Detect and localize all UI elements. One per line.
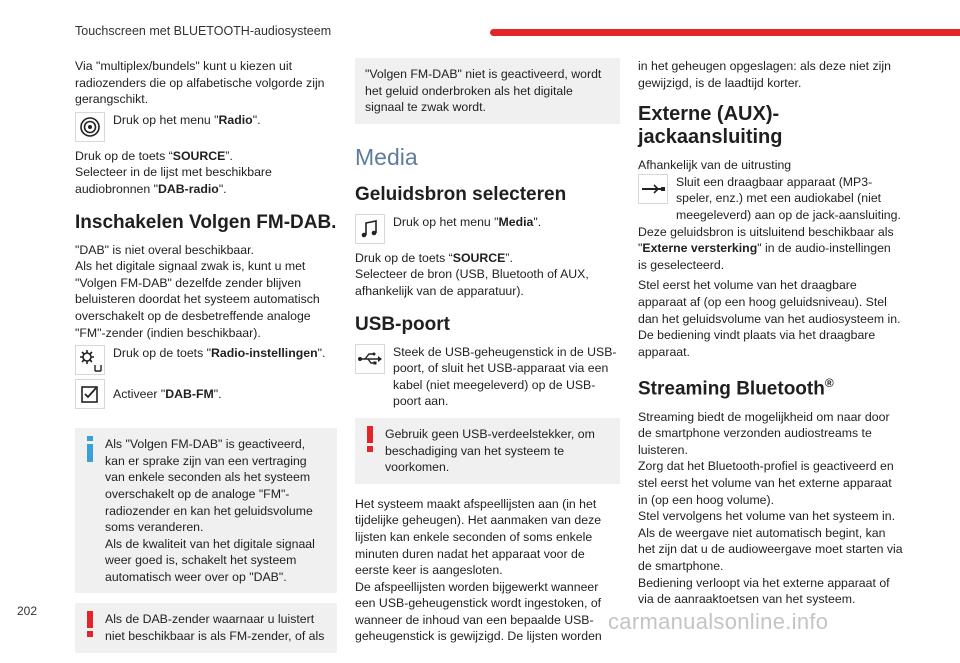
info-icon — [85, 436, 95, 467]
warning-note-continued-text: "Volgen FM-DAB" niet is geactiveerd, wordt het geluid onderbroken als het digitale signaal te zwak wordt. — [365, 67, 602, 115]
follow-fm-dab-heading: Inschakelen Volgen FM-DAB. — [75, 211, 337, 233]
playlists-continued: in het geheugen opgeslagen: als deze niet zijn gewijzigd, is de laadtijd korter. — [638, 59, 891, 90]
radio-settings-instruction — [75, 345, 337, 375]
dab-paragraph: "DAB" is niet overal beschikbaar. Als het digitale signaal zwak is, kunt u met "Volgen FM-DAB" dezelfde zender blijven beluisteren doordat het systeem automatisch overschakelt op de desbetreffende analoge "FM"-zender (indien beschikbaar). — [75, 242, 320, 340]
warning-note — [75, 603, 337, 652]
aux-text: Sluit een draagbaar apparaat (MP3-speler, enz.) met een audiokabel (niet meegeleverd) aan op de jack-aansluiting. — [676, 174, 901, 222]
checkbox-icon — [75, 379, 105, 409]
settings-pre: Druk op de toets " — [113, 346, 212, 361]
info-note-text: Als "Volgen FM-DAB" is geactiveerd, kan er sprake zijn van een vertraging van enkele seconden als het systeem overschakelt op de analoge "FM"-radiozender en kan het geluidsvolume soms veranderen. Als de kwaliteit van het digitale signaal weer goed is, schakelt het systeem automatisch weer over op "DAB". — [105, 437, 315, 584]
radio-text-bold: Radio — [218, 112, 253, 127]
activate-post: ". — [213, 387, 222, 402]
select-source-heading: Geluidsbron selecteren — [355, 183, 567, 205]
header-accent-bar — [490, 29, 960, 36]
settings-post: ". — [317, 346, 326, 361]
warning-note-text: Als de DAB-zender waarnaar u luistert niet beschikbaar is als FM-zender, of als — [105, 612, 325, 644]
select-dab-instruction — [75, 164, 337, 197]
aux-jack-icon — [638, 174, 668, 204]
bluetooth-paragraph: Streaming biedt de mogelijkheid om naar door de smartphone verzonden audiostreams te luisteren. Zorg dat het Bluetooth-profiel is geactiveerd en stel eerst het volume van het externe apparaat in (op een hoog volume). Stel vervolgens het volume van het systeem in. Als de weergave niet automatisch begint, kan het zijn dat u de audioweergave moet starten via de smartphone. Bediening verloopt via het externe apparaat of via de aanraaktoetsen van het systeem. — [638, 409, 903, 607]
usb-text: Steek de USB-geheugenstick in de USB-poort, of sluit het USB-apparaat via een kabel (niet meegeleverd) op de USB-poort aan. — [393, 344, 617, 409]
equipment-text: Afhankelijk van de uitrusting — [638, 158, 792, 173]
select-source-text: Selecteer de bron (USB, Bluetooth of AUX, afhankelijk van de apparatuur). — [355, 267, 589, 298]
media-post: ". — [533, 214, 542, 229]
usb-icon — [355, 344, 385, 374]
media-bold: Media — [498, 214, 534, 229]
media-heading: Media — [355, 143, 418, 170]
source-post: ”. — [225, 148, 233, 163]
activate-bold: DAB-FM — [165, 387, 214, 402]
aux-avail-bold: Externe versterking — [642, 241, 758, 256]
select-bold: DAB-radio — [158, 181, 219, 196]
warning-note-continued — [355, 58, 620, 124]
source2-post: ”. — [505, 250, 513, 265]
playlists-paragraph: Het systeem maakt afspeellijsten aan (in het tijdelijke geheugen). Het aanmaken van deze lijsten kan enkele seconden of soms enkele minuten duren nadat het apparaat voor de eerste keer is aangesloten. De afspeellijsten worden bijgewerkt wanneer een USB-geheugenstick wordt ingestoken, of wanneer de inhoud van een bepaalde USB-geheugenstick is gewijzigd. De lijsten worden — [355, 496, 602, 644]
settings-bold: Radio-instellingen — [211, 346, 318, 361]
select-pre: Selecteer in de lijst met beschikbare audiobronnen " — [75, 165, 272, 196]
source-instruction-2 — [355, 250, 620, 267]
source-pre: Druk op de toets “ — [75, 148, 173, 163]
media-menu-instruction — [355, 214, 620, 244]
activate-pre: Activeer " — [113, 387, 166, 402]
radio-menu-instruction — [75, 112, 337, 142]
music-note-icon — [355, 214, 385, 244]
column-3 — [638, 58, 903, 612]
warning-icon — [85, 611, 95, 642]
page-number: 202 — [17, 604, 38, 618]
usb-warning-text: Gebruik geen USB-verdeelstekker, om beschadiging van het systeem te voorkomen. — [385, 426, 595, 475]
aux-heading: Externe (AUX)-jackaansluiting — [638, 103, 783, 149]
column-2 — [355, 58, 620, 649]
header-title: Touchscreen met BLUETOOTH-audiosysteem — [75, 24, 332, 38]
bluetooth-heading-text: Streaming Bluetooth — [638, 378, 825, 400]
radio-text-pre: Druk op het menu " — [113, 112, 219, 127]
bluetooth-heading — [638, 372, 903, 400]
warning-icon — [365, 426, 375, 457]
info-note — [75, 428, 337, 593]
radio-text-post: ". — [252, 112, 261, 127]
source-instruction — [75, 148, 337, 165]
media-pre: Druk op het menu " — [393, 214, 499, 229]
aux-availability — [638, 224, 903, 274]
aux-avail-pre: Deze geluidsbron is uitsluitend beschikbaar als " — [638, 224, 894, 256]
source-bold: SOURCE — [172, 148, 226, 163]
select-post: ". — [218, 181, 227, 196]
volume-paragraph: Stel eerst het volume van het draagbare apparaat af (op een hoog geluidsniveau). Stel dan het geluidsvolume van het audiosysteem in. De bediening vindt plaats via het draagbare apparaat. — [638, 278, 901, 359]
usb-instruction — [355, 344, 620, 410]
multiplex-paragraph: Via "multiplex/bundels" kunt u kiezen uit radiozenders die op alfabetische volgorde zijn gerangschikt. — [75, 59, 325, 107]
source2-pre: Druk op de toets “ — [355, 250, 453, 265]
usb-warning-note — [355, 418, 620, 484]
watermark: carmanualsonline.info — [608, 609, 829, 634]
column-1 — [75, 58, 337, 663]
aux-avail-post: " in de audio-instellingen is geselecteerd. — [638, 241, 891, 272]
aux-instruction — [638, 174, 903, 224]
usb-heading: USB-poort — [355, 313, 450, 335]
activate-dab-fm-instruction — [75, 379, 337, 416]
settings-icon — [75, 345, 105, 375]
radio-icon — [75, 112, 105, 142]
source2-bold: SOURCE — [452, 250, 506, 265]
registered-mark: ® — [824, 376, 834, 391]
